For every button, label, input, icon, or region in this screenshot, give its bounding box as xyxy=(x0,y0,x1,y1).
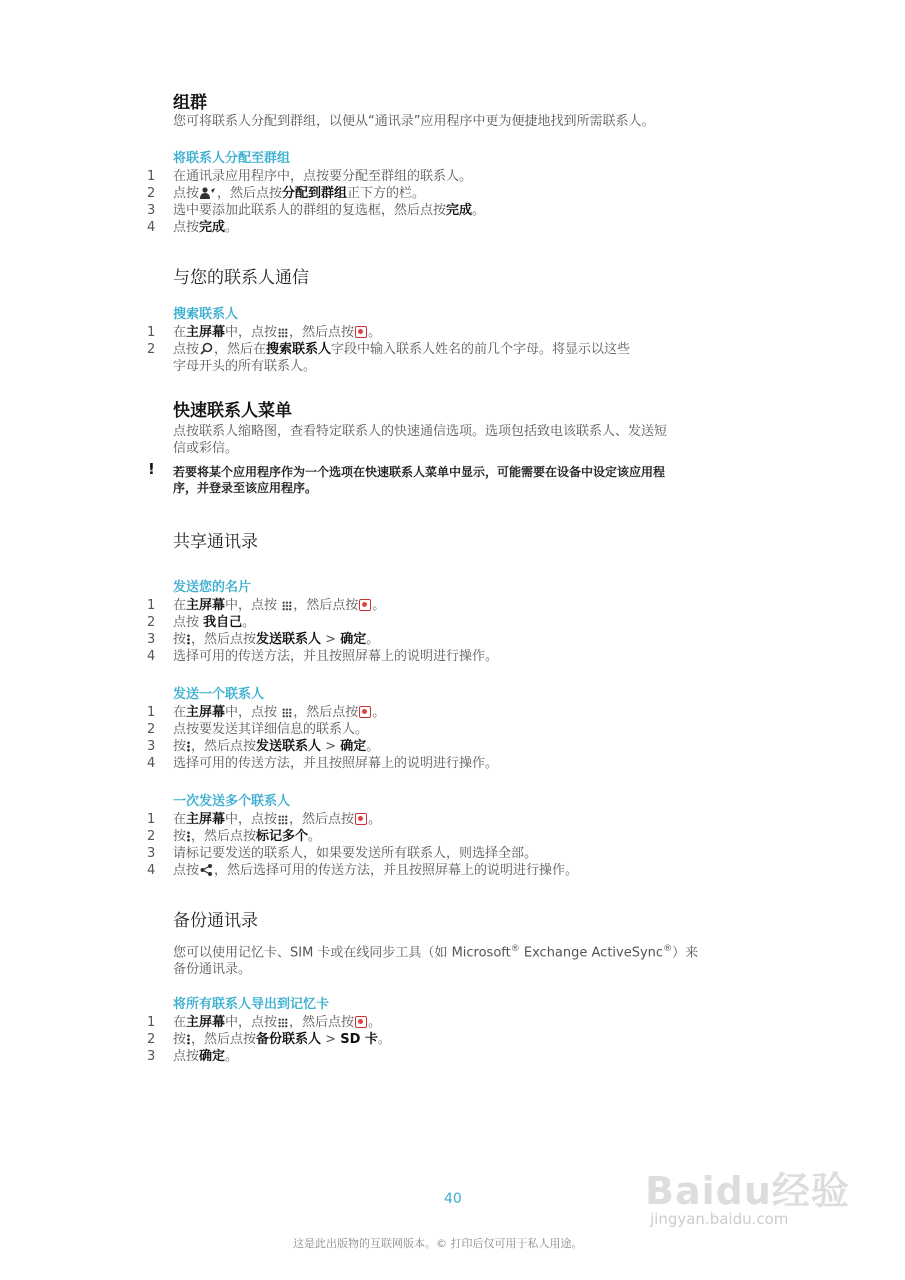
subheading-send-card: 发送您的名片 xyxy=(173,580,252,595)
page-number: 40 xyxy=(444,1191,462,1207)
step: 1 在主屏幕中，点按 ，然后点按 。 xyxy=(147,812,382,827)
step: 2 点按 ，然后点按分配到群组正下方的栏。 xyxy=(147,185,747,204)
backup-description: 您可以使用记忆卡、SIM 卡或在线同步工具（如 Microsoft® Exchange ActiveSync®）来 备份通讯录。 xyxy=(173,944,699,978)
step: 3 按 ，然后点按发送联系人 > 确定。 xyxy=(147,739,380,754)
menu-dots-icon xyxy=(187,634,190,645)
menu-dots-icon xyxy=(187,741,190,752)
app-grid-icon xyxy=(278,1018,288,1028)
groups-description: 您可将联系人分配到群组，以便从“通讯录”应用程序中更为便捷地找到所需联系人。 xyxy=(173,114,655,129)
step: 3 按 ，然后点按发送联系人 > 确定。 xyxy=(147,632,380,647)
menu-dots-icon xyxy=(187,831,190,842)
step: 2 点按 我自己。 xyxy=(147,615,256,630)
step: 3 选中要添加此联系人的群组的复选框，然后点按完成。 xyxy=(147,203,486,218)
quick-contact-description: 点按联系人缩略图，查看特定联系人的快速通信选项。选项包括致电该联系人、发送短 信或彩信。 xyxy=(173,424,668,456)
app-grid-icon xyxy=(278,328,288,338)
section-title-communicate: 与您的联系人通信 xyxy=(173,268,309,288)
share-icon xyxy=(200,864,213,881)
app-grid-icon xyxy=(282,601,292,611)
exclamation-icon: ! xyxy=(148,460,155,478)
subheading-export-sd: 将所有联系人导出到记忆卡 xyxy=(173,997,330,1012)
contacts-app-icon xyxy=(355,326,367,338)
step: 4 点按完成。 xyxy=(147,220,239,235)
step: 3 请标记要发送的联系人，如果要发送所有联系人，则选择全部。 xyxy=(147,846,538,861)
subheading-search-contacts: 搜索联系人 xyxy=(173,307,239,322)
menu-dots-icon xyxy=(187,1034,190,1045)
step: 1 在主屏幕中，点按 ，然后点按 。 xyxy=(147,705,386,720)
contacts-app-icon xyxy=(355,1016,367,1028)
note-text: 若要将某个应用程序作为一个选项在快速联系人菜单中显示，可能需要在设备中设定该应用程 序，并登录至该应用程序。 xyxy=(173,465,666,495)
baidu-watermark-logo: Baidu经验 xyxy=(645,1169,850,1213)
step: 3 点按确定。 xyxy=(147,1049,239,1064)
step: 2 按 ，然后点按备份联系人 > SD 卡。 xyxy=(147,1032,391,1047)
section-title-quick-contact: 快速联系人菜单 xyxy=(173,401,292,421)
app-grid-icon xyxy=(278,815,288,825)
contacts-app-icon xyxy=(359,706,371,718)
step: 1 在通讯录应用程序中，点按要分配至群组的联系人。 xyxy=(147,169,473,184)
step: 1 在主屏幕中，点按 ，然后点按 。 xyxy=(147,1015,382,1030)
step: 2 点按 ，然后在搜索联系人字段中输入联系人姓名的前几个字母。将显示以这些 xyxy=(147,341,747,360)
step: 2 按 ，然后点按标记多个。 xyxy=(147,829,322,844)
step: 1 在主屏幕中，点按 ，然后点按 。 xyxy=(147,598,386,613)
subheading-send-multiple: 一次发送多个联系人 xyxy=(173,794,291,809)
step: 4 点按 ，然后选择可用的传送方法，并且按照屏幕上的说明进行操作。 xyxy=(147,862,747,881)
app-grid-icon xyxy=(282,708,292,718)
subheading-send-one: 发送一个联系人 xyxy=(173,687,265,702)
baidu-watermark-url: jingyan.baidu.com xyxy=(650,1210,789,1228)
step: 1 在主屏幕中，点按 ，然后点按 。 xyxy=(147,325,382,340)
section-title-groups: 组群 xyxy=(173,93,207,113)
step-continuation: 字母开头的所有联系人。 xyxy=(173,359,317,374)
contacts-app-icon xyxy=(355,813,367,825)
contacts-app-icon xyxy=(359,599,371,611)
step: 4 选择可用的传送方法，并且按照屏幕上的说明进行操作。 xyxy=(147,649,499,664)
step: 4 选择可用的传送方法，并且按照屏幕上的说明进行操作。 xyxy=(147,756,499,771)
subheading-assign-group: 将联系人分配至群组 xyxy=(173,151,291,166)
step: 2 点按要发送其详细信息的联系人。 xyxy=(147,722,369,737)
section-title-share-contacts: 共享通讯录 xyxy=(173,532,258,552)
section-title-backup: 备份通讯录 xyxy=(173,911,258,931)
footer-text: 这是此出版物的互联网版本。© 打印后仅可用于私人用途。 xyxy=(293,1237,583,1250)
